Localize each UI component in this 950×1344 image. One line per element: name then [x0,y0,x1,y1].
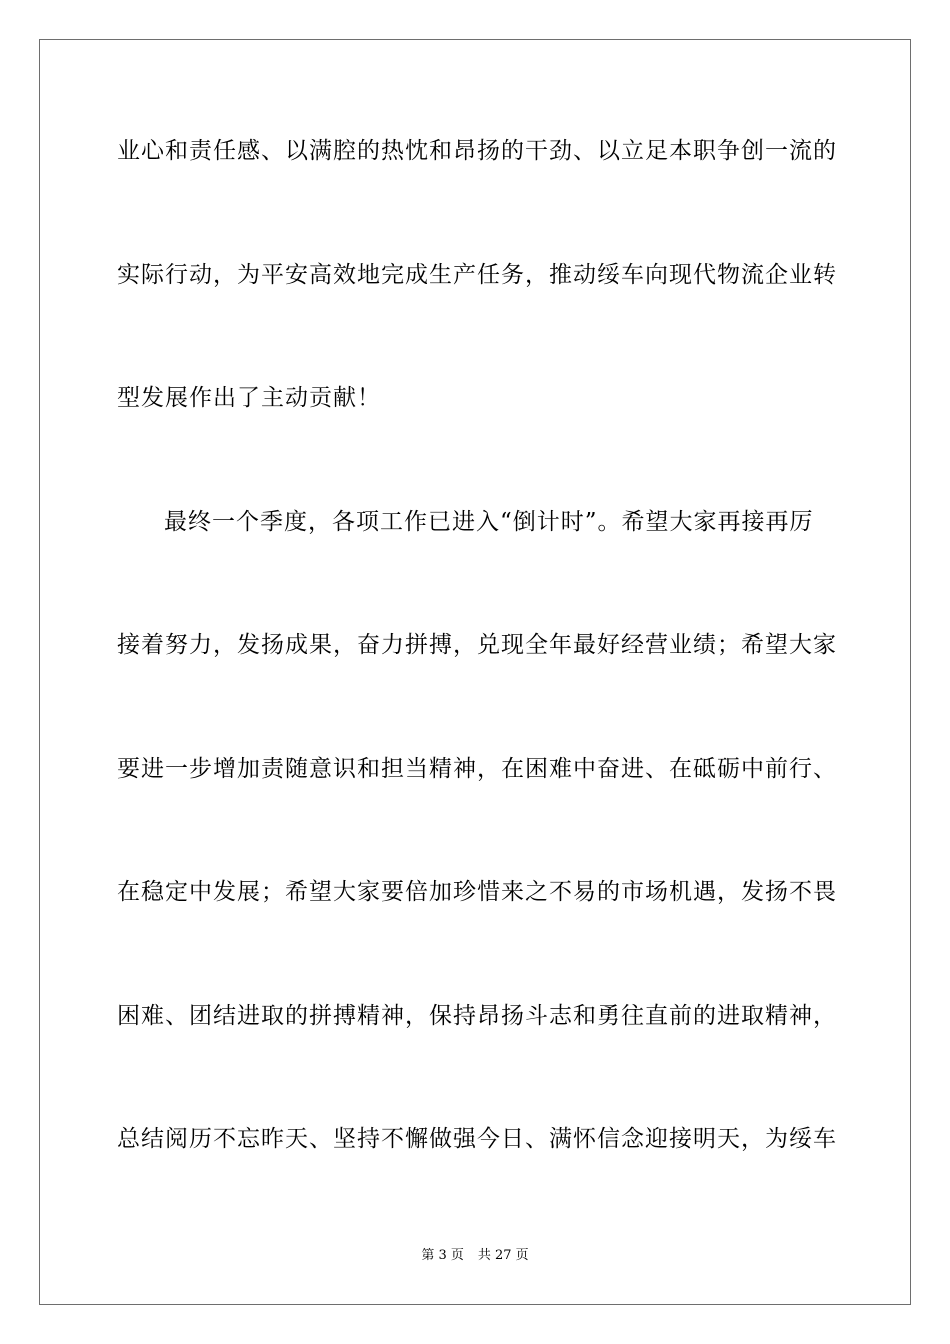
page-footer [0,1247,950,1265]
body-text-line: 业心和责任感、以满腔的热忱和昂扬的干劲、以立足本职争创一流的 [117,138,837,164]
body-text-line: 要进一步增加责随意识和担当精神，在困难中奋进、在砥砺中前行、 [117,756,837,782]
body-text-line: 接着努力，发扬成果，奋力拼搏，兑现全年最好经营业绩；希望大家 [117,632,837,658]
paragraph-first-line: 最终一个季度，各项工作已进入“倒计时”。希望大家再接再厉 [164,509,814,535]
body-text-line: 实际行动，为平安高效地完成生产任务，推动绥车向现代物流企业转 [117,262,837,288]
body-text-line: 型发展作出了主动贡献！ [117,385,381,411]
body-text-line: 总结阅历不忘昨天、坚持不懈做强今日、满怀信念迎接明天，为绥车 [117,1126,837,1152]
page-number: 第 3 页 [421,1248,464,1263]
page-border [39,39,911,1305]
body-text-line: 在稳定中发展；希望大家要倍加珍惜来之不易的市场机遇，发扬不畏 [117,879,837,905]
body-text-line: 困难、团结进取的拼搏精神，保持昂扬斗志和勇往直前的进取精神， [117,1003,837,1029]
page-total: 共 27 页 [477,1248,529,1263]
